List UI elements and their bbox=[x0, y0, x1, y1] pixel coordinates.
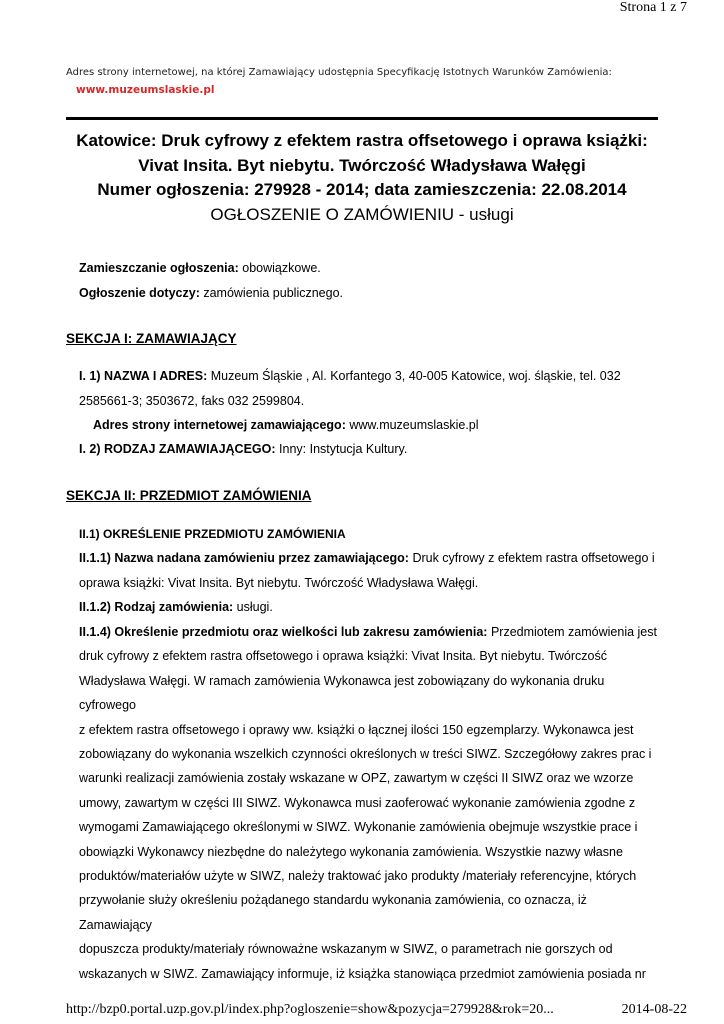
description-line: przywołanie służy określeniu pożądanego standardu wykonania zamówienia, co oznacza, iż Zamawiający bbox=[79, 893, 587, 932]
placement-value: obowiązkowe. bbox=[238, 261, 321, 275]
description-line: obowiązki Wykonawcy niezbędne do należytego wykonania zamówienia. Wszystkie nazwy własne bbox=[79, 844, 623, 859]
siwz-site-note: Adres strony internetowej, na której Zamawiający udostępnia Specyfikację Istotnych Warunków Zamówienia: bbox=[66, 67, 612, 78]
footer-url[interactable]: http://bzp0.portal.uzp.gov.pl/index.php?ogloszenie=show&pozycja=279928&rok=20... bbox=[66, 1002, 554, 1017]
buyer-website-value: www.muzeumslaskie.pl bbox=[345, 418, 479, 432]
siwz-site-link[interactable]: www.muzeumslaskie.pl bbox=[76, 84, 215, 96]
page-number: Strona 1 z 7 bbox=[619, 0, 687, 15]
description-line: z efektem rastra offsetowego i oprawy ww. książki o łącznej ilości 150 egzemplarzy. Wykonawca jest bbox=[79, 722, 634, 737]
name-address-row bbox=[79, 369, 659, 383]
placement-label: Zamieszczanie ogłoszenia: bbox=[79, 261, 239, 275]
description-line: zobowiązany do wykonania wszelkich czynności określonych w treści SIWZ. Szczegółowy zakres prac i bbox=[79, 747, 652, 762]
description-line: umowy, zawartym w części III SIWZ. Wykonawca musi zaoferować wykonanie zamówienia zgodne z bbox=[79, 795, 636, 810]
concerns-value: zamówienia publicznego. bbox=[199, 286, 343, 300]
contract-name-value: Druk cyfrowy z efektem rastra offsetowego i bbox=[408, 551, 655, 565]
header-rule bbox=[66, 117, 658, 120]
contract-name-label: II.1.1) Nazwa nadana zamówieniu przez zamawiającego: bbox=[79, 551, 409, 565]
subject-subheading: II.1) OKREŚLENIE PRZEDMIOTU ZAMÓWIENIA bbox=[79, 527, 346, 541]
placement-row bbox=[79, 261, 659, 275]
contract-type-value: usługi. bbox=[233, 600, 273, 614]
description-line: wymogami Zamawiającego określonymi w SIWZ. Wykonanie zamówienia obejmuje wszystkie prace i bbox=[79, 820, 638, 835]
contract-name-row bbox=[79, 551, 659, 565]
description-line: produktów/materiałów użyte w SIWZ, należy traktować jako produkty /materiały referencyjne, których bbox=[79, 869, 637, 884]
section-2-heading: SEKCJA II: PRZEDMIOT ZAMÓWIENIA bbox=[66, 488, 312, 503]
title-line-2: Vivat Insita. Byt niebytu. Twórczość Władysława Wałęgi bbox=[138, 155, 586, 175]
contract-type-row bbox=[79, 600, 659, 614]
contract-description bbox=[79, 620, 659, 986]
name-address-value: Muzeum Śląskie , Al. Korfantego 3, 40-005 Katowice, woj. śląskie, tel. 032 bbox=[207, 369, 621, 383]
contract-name-continued: oprawa książki: Vivat Insita. Byt niebytu. Twórczość Władysława Wałęgi. bbox=[79, 576, 479, 590]
buyer-type-value: Inny: Instytucja Kultury. bbox=[275, 442, 408, 456]
description-label: II.1.4) Określenie przedmiotu oraz wielkości lub zakresu zamówienia: bbox=[79, 625, 488, 639]
buyer-type-row bbox=[79, 442, 659, 456]
name-address-label: I. 1) NAZWA I ADRES: bbox=[79, 369, 208, 383]
title-line-4: OGŁOSZENIE O ZAMÓWIENIU - usługi bbox=[210, 204, 514, 224]
buyer-type-label: I. 2) RODZAJ ZAMAWIAJĄCEGO: bbox=[79, 442, 276, 456]
description-line: II.1.4) Określenie przedmiotu oraz wielkości lub zakresu zamówienia: Przedmiotem zamówienia jest bbox=[79, 625, 657, 639]
title-line-1: Katowice: Druk cyfrowy z efektem rastra offsetowego i oprawa książki: bbox=[76, 131, 648, 150]
buyer-website-row bbox=[93, 418, 673, 432]
contract-type-label: II.1.2) Rodzaj zamówienia: bbox=[79, 600, 234, 614]
description-line: Władysława Wałęgi. W ramach zamówienia Wykonawca jest zobowiązany do wykonania druku cyfrowego bbox=[79, 673, 605, 713]
concerns-label: Ogłoszenie dotyczy: bbox=[79, 286, 200, 300]
footer-date: 2014-08-22 bbox=[621, 1002, 687, 1017]
description-line: warunki realizacji zamówienia zostały wskazane w OPZ, zawartym w części II SIWZ oraz we wzorze bbox=[79, 771, 634, 786]
announcement-title bbox=[66, 129, 658, 227]
description-line: wskazanych w SIWZ. Zamawiający informuje, iż książka stanowiąca przedmiot zamówienia posiada nr bbox=[79, 966, 646, 981]
concerns-row bbox=[79, 286, 659, 300]
title-line-3: Numer ogłoszenia: 279928 - 2014; data zamieszczenia: 22.08.2014 bbox=[97, 180, 627, 199]
description-line: druk cyfrowy z efektem rastra offsetowego i oprawa książki: Vivat Insita. Byt niebytu. Twórczość bbox=[79, 649, 607, 664]
section-1-heading: SEKCJA I: ZAMAWIAJĄCY bbox=[66, 331, 237, 346]
name-address-continued: 2585661-3; 3503672, faks 032 2599804. bbox=[79, 394, 305, 408]
description-line: dopuszcza produkty/materiały równoważne wskazanym w SIWZ, o parametrach nie gorszych od bbox=[79, 942, 613, 957]
buyer-website-label: Adres strony internetowej zamawiającego: bbox=[93, 418, 346, 432]
